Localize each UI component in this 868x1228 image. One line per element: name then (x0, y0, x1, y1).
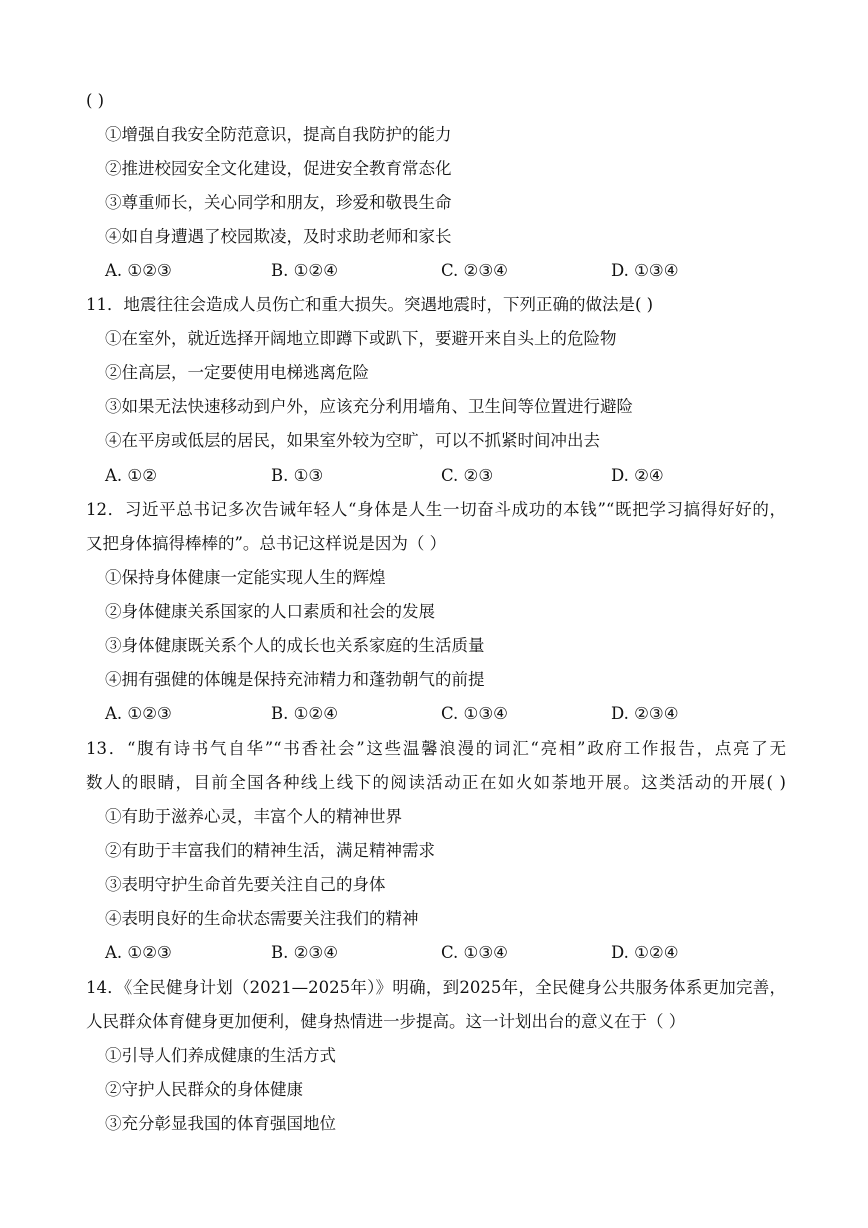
q14-option-2: ②守护人民群众的身体健康 (105, 1080, 303, 1099)
q10-answer-choices (0, 260, 868, 282)
q11-choice-d[interactable]: D. ②④ (611, 466, 664, 485)
q13-option-2: ②有助于丰富我们的精神生活，满足精神需求 (105, 841, 435, 860)
q12-choice-c[interactable]: C. ①③④ (441, 704, 508, 723)
q14-option-3: ③充分彰显我国的体育强国地位 (105, 1114, 336, 1133)
q12-option-1: ①保持身体健康一定能实现人生的辉煌 (105, 568, 386, 587)
q11-choice-b[interactable]: B. ①③ (271, 466, 324, 485)
q10-option-3: ③尊重师长，关心同学和朋友，珍爱和敬畏生命 (105, 193, 452, 212)
q13-stem-line-2: 数人的眼睛，目前全国各种线上线下的阅读活动正在如火如荼地开展。这类活动的开展( ) (86, 773, 786, 792)
q13-answer-choices (0, 942, 868, 964)
q10-choice-a[interactable]: A. ①②③ (105, 261, 172, 280)
q12-stem-line-2: 又把身体搞得棒棒的”。总书记这样说是因为（ ） (86, 534, 447, 553)
q10-choice-c[interactable]: C. ②③④ (441, 261, 508, 280)
q10-choice-b[interactable]: B. ①②④ (271, 261, 338, 280)
q11-choice-a[interactable]: A. ①② (105, 466, 157, 485)
q13-choice-c[interactable]: C. ①③④ (441, 943, 508, 962)
q13-choice-a[interactable]: A. ①②③ (105, 943, 172, 962)
q12-option-4: ④拥有强健的体魄是保持充沛精力和蓬勃朝气的前提 (105, 670, 485, 689)
q13-choice-b[interactable]: B. ②③④ (271, 943, 338, 962)
q11-option-3: ③如果无法快速移动到户外，应该充分利用墙角、卫生间等位置进行避险 (105, 397, 633, 416)
q11-option-2: ②住高层，一定要使用电梯逃离危险 (105, 363, 369, 382)
q11-choice-c[interactable]: C. ②③ (441, 466, 494, 485)
q12-answer-choices (0, 703, 868, 725)
q14-stem-line-1: 14．《全民健身计划（2021—2025年）》明确，到2025年，全民健身公共服务体系更加完善， (86, 978, 786, 997)
q11-stem: 11．地震往往会造成人员伤亡和重大损失。突遇地震时，下列正确的做法是( ) (86, 295, 654, 314)
q10-choice-d[interactable]: D. ①③④ (611, 261, 679, 280)
q11-option-4: ④在平房或低层的居民，如果室外较为空旷，可以不抓紧时间冲出去 (105, 431, 600, 450)
q12-stem-line-1: 12．习近平总书记多次告诫年轻人“身体是人生一切奋斗成功的本钱”“既把学习搞得好好的， (86, 500, 786, 519)
q13-option-1: ①有助于滋养心灵，丰富个人的精神世界 (105, 807, 402, 826)
answer-bracket: ( ) (86, 91, 105, 110)
q13-option-3: ③表明守护生命首先要关注自己的身体 (105, 875, 386, 894)
q14-option-1: ①引导人们养成健康的生活方式 (105, 1046, 336, 1065)
q13-stem-line-1: 13．“腹有诗书气自华”“书香社会”这些温馨浪漫的词汇“亮相”政府工作报告，点亮了无 (86, 739, 786, 758)
q14-stem-line-2: 人民群众体育健身更加便利，健身热情进一步提高。这一计划出台的意义在于（ ） (86, 1012, 686, 1031)
q12-choice-d[interactable]: D. ②③④ (611, 704, 679, 723)
q10-option-1: ①增强自我安全防范意识，提高自我防护的能力 (105, 125, 452, 144)
q12-option-2: ②身体健康关系国家的人口素质和社会的发展 (105, 602, 435, 621)
q12-choice-b[interactable]: B. ①②④ (271, 704, 338, 723)
q13-option-4: ④表明良好的生命状态需要关注我们的精神 (105, 909, 419, 928)
q13-choice-d[interactable]: D. ①②④ (611, 943, 679, 962)
q11-option-1: ①在室外，就近选择开阔地立即蹲下或趴下，要避开来自头上的危险物 (105, 329, 617, 348)
q12-choice-a[interactable]: A. ①②③ (105, 704, 172, 723)
q11-answer-choices (0, 465, 868, 487)
q10-option-4: ④如自身遭遇了校园欺凌，及时求助老师和家长 (105, 227, 452, 246)
q12-option-3: ③身体健康既关系个人的成长也关系家庭的生活质量 (105, 636, 485, 655)
q10-option-2: ②推进校园安全文化建设，促进安全教育常态化 (105, 159, 452, 178)
